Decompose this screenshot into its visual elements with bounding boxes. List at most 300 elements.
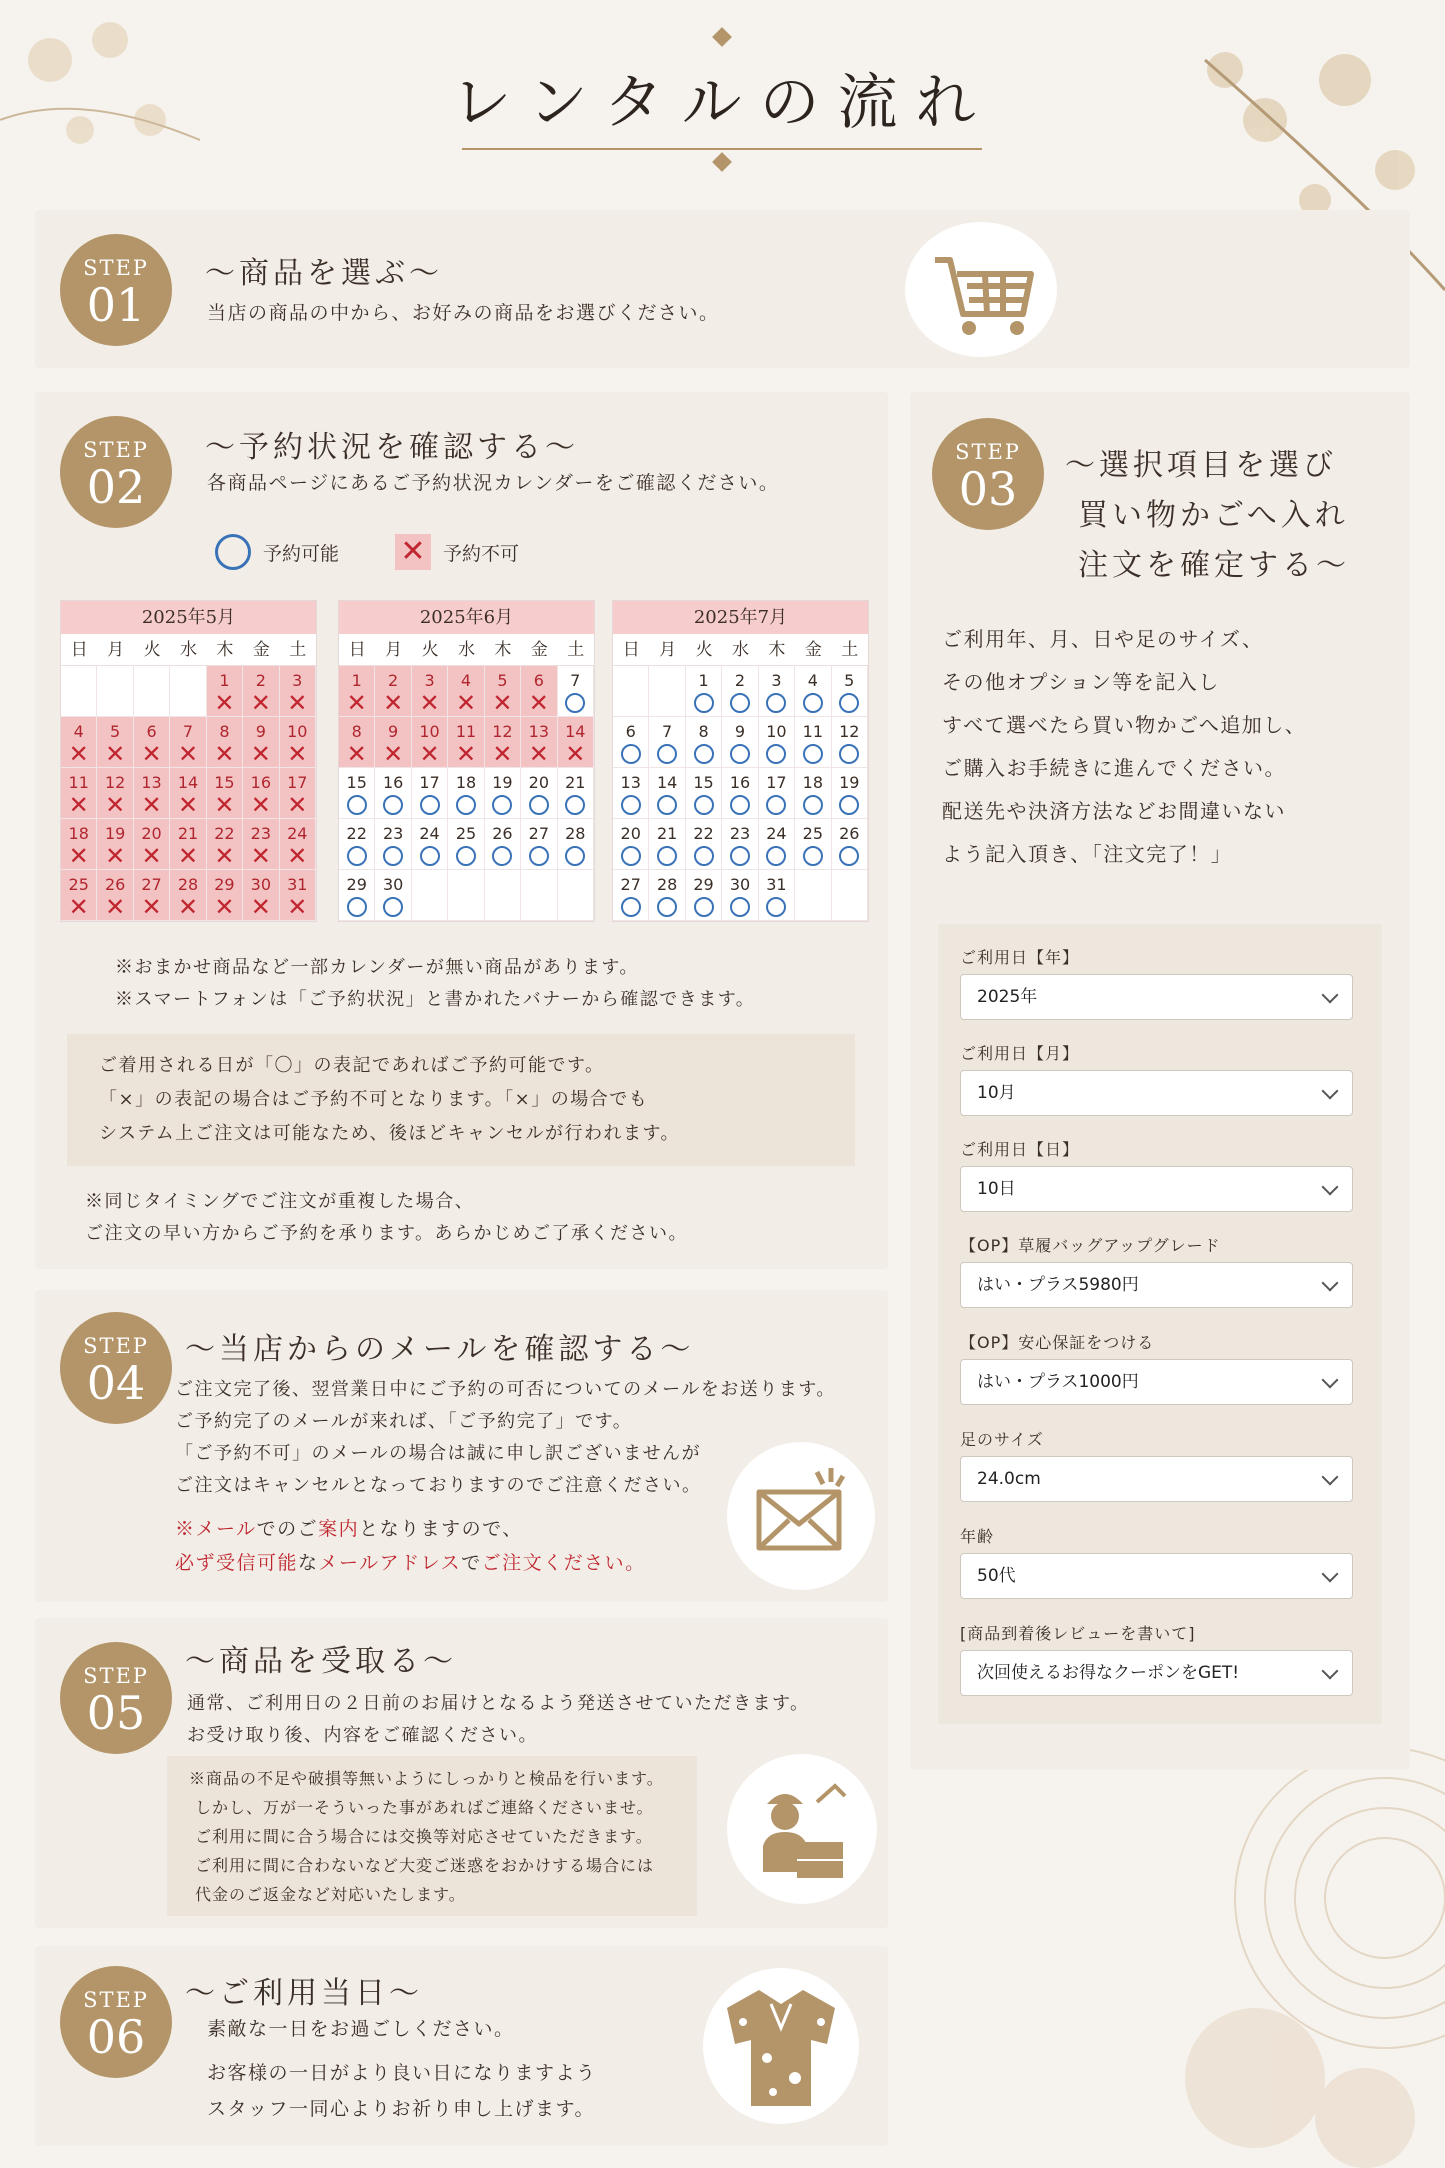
day-number: 19: [839, 773, 860, 792]
year-value: 2025年: [977, 987, 1038, 1007]
day-unavailable: [243, 768, 279, 819]
cross-icon: ✕: [177, 893, 199, 921]
day-number: 9: [734, 722, 746, 741]
day-unavailable: [243, 717, 279, 768]
step-04-line-2: ご予約完了のメールが来れば、「ご予約完了」です。: [175, 1411, 633, 1432]
bag-upgrade-value: はい・プラス5980円: [977, 1275, 1139, 1295]
insurance-value: はい・プラス1000円: [977, 1372, 1139, 1392]
day-available: [722, 819, 758, 870]
day-number: 19: [104, 824, 126, 843]
day-unavailable: [280, 870, 316, 921]
day-unavailable: [61, 768, 97, 819]
day-number: 14: [565, 722, 586, 741]
circle-icon: [839, 846, 859, 866]
field-label-bag-upgrade: 【OP】草履バッグアップグレード: [960, 1236, 1221, 1255]
day-empty: [795, 870, 831, 921]
cross-icon: ✕: [68, 842, 89, 870]
day-empty: [521, 870, 557, 921]
day-empty: [170, 666, 206, 717]
day-number: 15: [693, 773, 714, 792]
day-available: [448, 819, 484, 870]
insurance-select[interactable]: [960, 1359, 1353, 1405]
day-number: 17: [766, 773, 787, 792]
circle-icon: [347, 795, 367, 815]
cross-icon: ✕: [214, 893, 235, 921]
day-unavailable: [243, 819, 279, 870]
weekday-label: 金: [530, 640, 548, 660]
cross-icon: ✕: [287, 791, 308, 819]
day-number: 10: [287, 722, 308, 741]
legend-available-label: 予約可能: [263, 542, 340, 565]
day-number: 16: [729, 773, 751, 792]
weekday-label: 日: [348, 640, 366, 660]
day-available: [759, 819, 795, 870]
day-available: [558, 666, 594, 717]
step-02-badge: STEP 02: [60, 416, 172, 528]
weekday-row: [339, 634, 594, 666]
day-unavailable: [558, 717, 594, 768]
day-unavailable: [207, 717, 243, 768]
calendar-title: 2025年5月: [61, 601, 316, 634]
cross-icon: ✕: [419, 740, 440, 768]
cross-icon: ✕: [105, 740, 126, 768]
cross-icon: ✕: [383, 689, 404, 717]
cross-icon: ✕: [214, 791, 235, 819]
day-available: [686, 819, 722, 870]
day-available: [686, 717, 722, 768]
circle-icon: [621, 846, 641, 866]
day-unavailable: [61, 819, 97, 870]
field-label-foot-size: 足のサイズ: [960, 1430, 1044, 1449]
weekday-label: 木: [494, 640, 512, 660]
day-number: 6: [533, 671, 544, 690]
circle-icon: [657, 897, 677, 917]
day-available: [375, 870, 411, 921]
cross-icon: ✕: [68, 740, 89, 768]
circle-icon: [492, 846, 512, 866]
day-number: 19: [492, 773, 513, 792]
step-01-text: 当店の商品の中から、お好みの商品をお選びください。: [207, 302, 720, 324]
day-available: [832, 819, 868, 870]
step-02-title: ～予約状況を確認する～: [205, 430, 579, 465]
chevron-down-icon: [1322, 1469, 1339, 1486]
calendar-title: 2025年7月: [613, 601, 868, 634]
day-available: [686, 666, 722, 717]
day-available: [686, 768, 722, 819]
circle-icon: [347, 897, 367, 917]
delivery-icon: [727, 1754, 877, 1904]
legend-available: [215, 534, 339, 570]
day-unavailable: [280, 819, 316, 870]
day-available: [485, 768, 521, 819]
day-number: 2: [388, 671, 399, 690]
step-03-title-2: 買い物かごへ入れ: [1078, 498, 1349, 533]
day-number: 27: [528, 824, 550, 843]
circle-icon: [694, 795, 714, 815]
cart-icon-circle: [905, 222, 1057, 357]
weekday-label: 土: [289, 640, 307, 660]
day-number: 25: [802, 824, 824, 843]
chevron-down-icon: [1322, 987, 1339, 1004]
day-number: 7: [662, 722, 673, 741]
day-unavailable: [485, 666, 521, 717]
step-01-panel: [35, 210, 1410, 368]
day-number: 20: [141, 824, 162, 843]
calendar-may: [60, 600, 317, 922]
day-number: 27: [620, 875, 641, 894]
month-value: 10月: [977, 1083, 1016, 1103]
day-number: 4: [460, 671, 472, 690]
day-available: [339, 870, 375, 921]
day-available: [558, 768, 594, 819]
cross-icon: ✕: [105, 791, 126, 819]
cross-icon: ✕: [250, 791, 271, 819]
day-number: 11: [68, 773, 89, 792]
legend-unavailable-label: 予約不可: [443, 542, 520, 565]
day-available: [832, 768, 868, 819]
cross-icon: ✕: [250, 842, 271, 870]
day-number: 30: [729, 875, 751, 894]
day-number: 11: [802, 722, 824, 741]
day-unavailable: [412, 717, 448, 768]
header-diamond-bottom: [712, 152, 732, 172]
day-number: 28: [656, 875, 678, 894]
day-number: 12: [839, 722, 860, 741]
day-available: [795, 717, 831, 768]
day-empty: [61, 666, 97, 717]
step-03-badge: STEP 03: [932, 418, 1044, 530]
circle-icon: [621, 897, 641, 917]
circle-icon: [621, 795, 641, 815]
day-number: 10: [419, 722, 440, 741]
cross-icon: ✕: [565, 740, 586, 768]
day-unavailable: [521, 666, 557, 717]
cross-icon: ✕: [250, 893, 271, 921]
calendar-june: [338, 600, 595, 922]
step-02-text: 各商品ページにあるご予約状況カレンダーをご確認ください。: [207, 472, 780, 494]
day-available: [375, 768, 411, 819]
day-unavailable: [485, 717, 521, 768]
day-unavailable: [170, 717, 206, 768]
footer-line-2: ご注文の早い方からご予約を承ります。あらかじめご了承ください。: [85, 1223, 689, 1244]
day-number: 12: [492, 722, 513, 741]
day-available: [722, 768, 758, 819]
step-03-line-3: すべて選べたら買い物かごへ追加し、: [942, 713, 1307, 737]
circle-icon: [529, 795, 549, 815]
day-number: 21: [656, 824, 678, 843]
day-number: 24: [287, 824, 308, 843]
field-label-age: 年齢: [960, 1527, 995, 1546]
step-03-line-2: その他オプション等を記入し: [942, 670, 1220, 694]
day-number: 23: [382, 824, 404, 843]
circle-icon: [215, 534, 251, 570]
step-04-line-1: ご注文完了後、翌営業日中にご予約の可否についてのメールをお送ります。: [175, 1379, 836, 1400]
circle-icon: [839, 795, 859, 815]
cross-icon: ✕: [141, 740, 162, 768]
chevron-down-icon: [1322, 1275, 1339, 1292]
day-number: 18: [802, 773, 824, 792]
foot-size-select[interactable]: [960, 1456, 1353, 1502]
cross-icon: ✕: [492, 740, 513, 768]
foot-size-value: 24.0cm: [977, 1469, 1041, 1489]
day-number: 5: [110, 722, 121, 741]
step-06-title: ～ご利用当日～: [185, 1976, 423, 2011]
day-number: 6: [146, 722, 157, 741]
step-06-badge: STEP 06: [60, 1966, 172, 2078]
day-available: [613, 768, 649, 819]
day-unavailable: [339, 666, 375, 717]
weekday-label: 火: [421, 640, 439, 660]
day-number: 8: [219, 722, 230, 741]
day-unavailable: [134, 819, 170, 870]
day-number: 6: [625, 722, 636, 741]
circle-icon: [347, 846, 367, 866]
day-unavailable: [448, 666, 484, 717]
day-unavailable: [61, 717, 97, 768]
circle-icon: [730, 693, 750, 713]
calendar-july: [612, 600, 869, 922]
circle-icon: [420, 795, 440, 815]
cross-icon: ✕: [287, 842, 308, 870]
day-number: 28: [177, 875, 199, 894]
day-available: [649, 768, 685, 819]
cross-icon: ✕: [395, 534, 431, 570]
day-available: [649, 819, 685, 870]
circle-icon: [803, 795, 823, 815]
field-label-review: [商品到着後レビューを書いて]: [960, 1624, 1196, 1643]
circle-icon: [565, 795, 585, 815]
circle-icon: [730, 744, 750, 764]
day-unavailable: [170, 819, 206, 870]
day-number: 26: [839, 824, 860, 843]
day-number: 16: [250, 773, 272, 792]
weekday-label: 日: [622, 640, 640, 660]
day-unavailable: [97, 768, 133, 819]
circle-icon: [529, 846, 549, 866]
day-number: 24: [766, 824, 787, 843]
bag-upgrade-select[interactable]: [960, 1262, 1353, 1308]
day-number: 1: [698, 671, 709, 690]
day-number: 3: [771, 671, 782, 690]
day-number: 27: [141, 875, 162, 894]
footer-line-1: ※同じタイミングでご注文が重複した場合、: [85, 1191, 475, 1212]
calendar-note-2: ※スマートフォンは「ご予約状況」と書かれたバナーから確認できます。: [115, 989, 756, 1010]
weekday-label: 土: [567, 640, 585, 660]
step-05-line-2: お受け取り後、内容をご確認ください。: [187, 1725, 538, 1746]
weekday-row: [61, 634, 316, 666]
step-06-line-1: 素敵な一日をお過ごしください。: [207, 2018, 515, 2040]
cross-icon: ✕: [287, 893, 308, 921]
cross-icon: ✕: [141, 893, 162, 921]
review-value: 次回使えるお得なクーポンをGET!: [977, 1663, 1240, 1683]
cross-icon: ✕: [455, 689, 477, 717]
day-number: 25: [68, 875, 89, 894]
day-unavailable: [170, 768, 206, 819]
step-04-notice-1: [175, 1514, 523, 1545]
notice-part: 必ず受信可能: [175, 1552, 299, 1574]
step-03-line-1: ご利用年、月、日や足のサイズ、: [942, 627, 1264, 651]
cross-icon: ✕: [141, 791, 162, 819]
day-number: 26: [104, 875, 126, 894]
notice-part: な: [298, 1552, 319, 1574]
day-number: 16: [382, 773, 404, 792]
day-number: 15: [346, 773, 367, 792]
circle-icon: [492, 795, 512, 815]
day-number: 12: [104, 773, 126, 792]
day-available: [558, 819, 594, 870]
step-05-info-box: [167, 1756, 697, 1916]
step-05-panel: [35, 1618, 888, 1928]
info-line-3: システム上ご注文は可能なため、後ほどキャンセルが行われます。: [99, 1123, 681, 1144]
cross-icon: ✕: [141, 842, 162, 870]
calendar-note-1: ※おまかせ商品など一部カレンダーが無い商品があります。: [115, 957, 639, 978]
header-rule: [462, 148, 982, 150]
day-value: 10日: [977, 1179, 1016, 1199]
day-unavailable: [243, 666, 279, 717]
circle-icon: [694, 897, 714, 917]
day-unavailable: [207, 870, 243, 921]
day-empty: [448, 870, 484, 921]
step-06-line-3: スタッフ一同心よりお祈り申し上げます。: [207, 2098, 595, 2120]
day-select[interactable]: [960, 1166, 1353, 1212]
circle-icon: [730, 897, 750, 917]
calendar-title: 2025年6月: [339, 601, 594, 634]
day-available: [613, 819, 649, 870]
day-available: [521, 768, 557, 819]
cross-icon: ✕: [250, 689, 271, 717]
cross-icon: ✕: [346, 740, 367, 768]
day-number: 2: [734, 671, 746, 690]
cart-icon: [905, 222, 1057, 357]
step-05-line-1: 通常、ご利用日の２日前のお届けとなるよう発送させていただきます。: [187, 1693, 810, 1714]
day-number: 29: [693, 875, 714, 894]
weekday-label: 木: [768, 640, 786, 660]
calendar-grid: [613, 666, 868, 921]
circle-icon: [694, 693, 714, 713]
review-select[interactable]: [960, 1650, 1353, 1696]
day-available: [832, 717, 868, 768]
day-number: 24: [419, 824, 440, 843]
day-unavailable: [207, 819, 243, 870]
weekday-label: 木: [216, 640, 234, 660]
day-available: [339, 819, 375, 870]
envelope-icon-circle: [727, 1442, 875, 1590]
day-unavailable: [243, 870, 279, 921]
day-empty: [134, 666, 170, 717]
step-04-line-4: ご注文はキャンセルとなっておりますのでご注意ください。: [175, 1475, 702, 1496]
circle-icon: [766, 795, 786, 815]
age-select[interactable]: [960, 1553, 1353, 1599]
day-number: 20: [620, 824, 641, 843]
day-number: 11: [455, 722, 477, 741]
weekday-label: 月: [659, 640, 677, 660]
day-available: [795, 768, 831, 819]
calendar-grid: [61, 666, 316, 921]
day-available: [759, 666, 795, 717]
cross-icon: ✕: [492, 689, 513, 717]
chevron-down-icon: [1322, 1566, 1339, 1583]
day-number: 3: [292, 671, 303, 690]
circle-icon: [565, 693, 585, 713]
cross-icon: ✕: [346, 689, 367, 717]
cross-icon: ✕: [105, 893, 126, 921]
day-number: 4: [73, 722, 84, 741]
day-number: 30: [382, 875, 404, 894]
weekday-label: 月: [385, 640, 403, 660]
notice-part: ※メール: [175, 1518, 257, 1540]
day-available: [412, 819, 448, 870]
weekday-label: 金: [252, 640, 270, 660]
day-number: 31: [287, 875, 308, 894]
step-05-title: ～商品を受取る～: [185, 1644, 457, 1679]
step-02-info-box: [67, 1034, 855, 1166]
envelope-icon: [727, 1442, 875, 1590]
cross-icon: ✕: [287, 740, 308, 768]
day-unavailable: [280, 768, 316, 819]
info-line-1: ご着用される日が「〇」の表記であればご予約可能です。: [99, 1055, 605, 1076]
day-number: 3: [424, 671, 435, 690]
field-label-year: ご利用日【年】: [960, 948, 1080, 967]
year-select[interactable]: [960, 974, 1353, 1020]
day-unavailable: [134, 717, 170, 768]
day-unavailable: [207, 666, 243, 717]
day-empty: [97, 666, 133, 717]
age-value: 50代: [977, 1566, 1016, 1586]
weekday-label: 金: [804, 640, 822, 660]
day-number: 13: [620, 773, 641, 792]
day-number: 17: [287, 773, 308, 792]
day-available: [448, 768, 484, 819]
cross-icon: ✕: [214, 689, 235, 717]
day-available: [339, 768, 375, 819]
header-diamond-top: [712, 27, 732, 47]
circle-icon: [657, 744, 677, 764]
day-available: [485, 819, 521, 870]
day-number: 21: [565, 773, 586, 792]
day-available: [832, 666, 868, 717]
weekday-row: [613, 634, 868, 666]
month-select[interactable]: [960, 1070, 1353, 1116]
cross-icon: ✕: [177, 842, 199, 870]
cross-icon: ✕: [177, 791, 199, 819]
day-number: 1: [351, 671, 362, 690]
day-unavailable: [97, 870, 133, 921]
day-number: 31: [766, 875, 787, 894]
day-number: 9: [255, 722, 266, 741]
day-available: [795, 666, 831, 717]
day-available: [759, 870, 795, 921]
weekday-label: 火: [695, 640, 713, 660]
circle-icon: [766, 846, 786, 866]
day-unavailable: [61, 870, 97, 921]
calendar-grid: [339, 666, 594, 921]
day-number: 20: [528, 773, 550, 792]
cross-icon: ✕: [419, 689, 440, 717]
day-number: 9: [388, 722, 399, 741]
circle-icon: [383, 846, 403, 866]
circle-icon: [420, 846, 440, 866]
circle-icon: [730, 846, 750, 866]
weekday-label: 水: [457, 640, 475, 660]
day-unavailable: [97, 717, 133, 768]
circle-icon: [803, 744, 823, 764]
field-label-day: ご利用日【日】: [960, 1140, 1080, 1159]
step-03-line-4: ご購入お手続きに進んでください。: [942, 756, 1286, 780]
day-available: [649, 717, 685, 768]
cross-icon: ✕: [383, 740, 404, 768]
circle-icon: [839, 693, 859, 713]
chevron-down-icon: [1322, 1372, 1339, 1389]
